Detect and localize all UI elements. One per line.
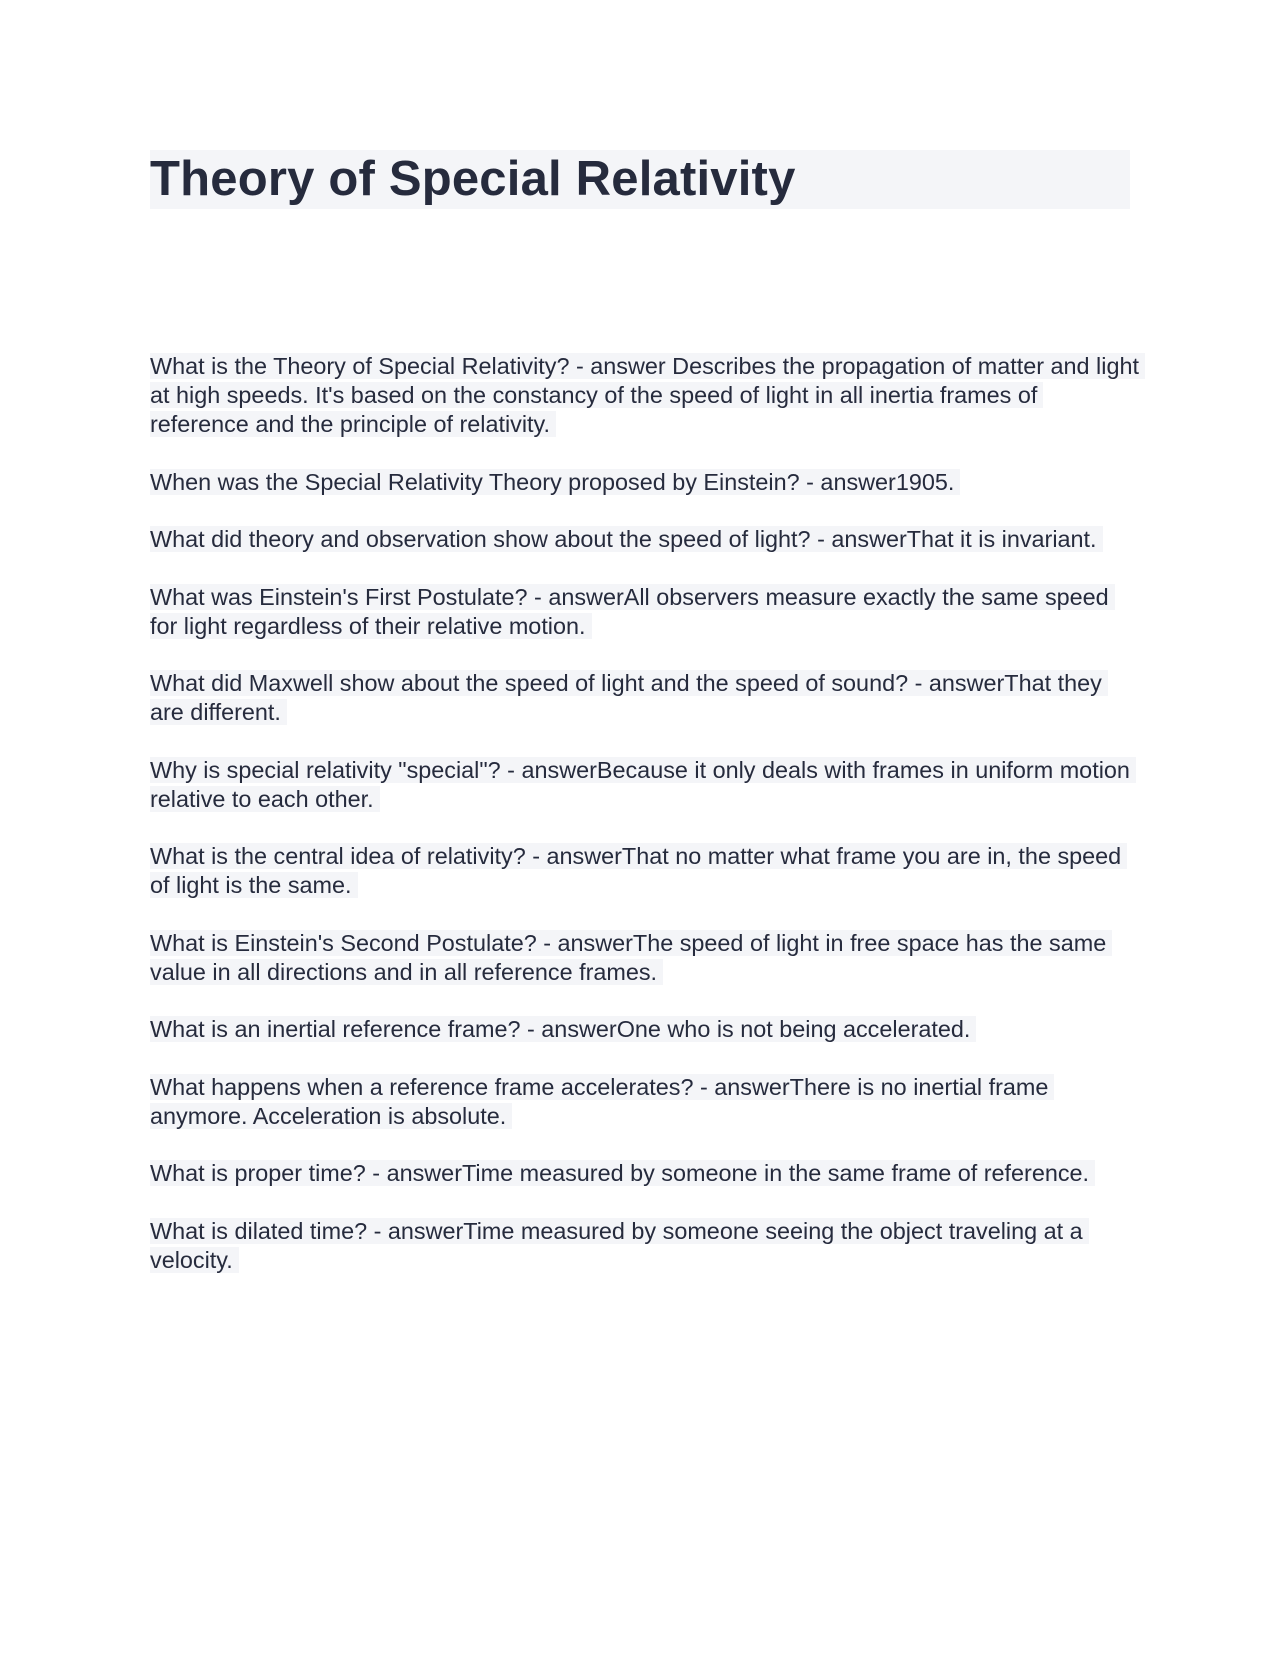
qa-text: Why is special relativity "special"? - answerBecause it only deals with frames in uniform motion relative to each other. — [150, 757, 1136, 812]
title-block — [150, 150, 1130, 209]
qa-list — [150, 352, 1140, 1303]
qa-item — [150, 1073, 1140, 1131]
qa-text: What was Einstein's First Postulate? - answerAll observers measure exactly the same speed for light regardless of their relative motion. — [150, 584, 1115, 639]
qa-text: What is an inertial reference frame? - answerOne who is not being accelerated. — [150, 1016, 976, 1042]
qa-item — [150, 1217, 1140, 1275]
qa-item — [150, 669, 1140, 727]
qa-text: What is the Theory of Special Relativity? - answer Describes the propagation of matter and light at high speeds. It's based on the constancy of the speed of light in all inertia frames of reference and the principle of relativity. — [150, 353, 1145, 437]
qa-item — [150, 468, 1140, 497]
page-title: Theory of Special Relativity — [150, 152, 796, 206]
qa-text: What is the central idea of relativity? - answerThat no matter what frame you are in, the speed of light is the same. — [150, 843, 1127, 898]
qa-text: What is dilated time? - answerTime measured by someone seeing the object traveling at a velocity. — [150, 1218, 1089, 1273]
qa-item — [150, 352, 1140, 439]
qa-item — [150, 525, 1140, 554]
qa-text: What did theory and observation show about the speed of light? - answerThat it is invariant. — [150, 526, 1103, 552]
qa-text: What happens when a reference frame accelerates? - answerThere is no inertial frame anymore. Acceleration is absolute. — [150, 1074, 1054, 1129]
qa-item — [150, 583, 1140, 641]
qa-item — [150, 1015, 1140, 1044]
qa-text: What is proper time? - answerTime measured by someone in the same frame of reference. — [150, 1160, 1095, 1186]
document-page — [150, 150, 1130, 209]
qa-item — [150, 1159, 1140, 1188]
qa-text: What is Einstein's Second Postulate? - answerThe speed of light in free space has the same value in all directions and in all reference frames. — [150, 930, 1112, 985]
qa-text: What did Maxwell show about the speed of light and the speed of sound? - answerThat they are different. — [150, 670, 1108, 725]
qa-item — [150, 756, 1140, 814]
qa-text: When was the Special Relativity Theory proposed by Einstein? - answer1905. — [150, 469, 960, 495]
qa-item — [150, 929, 1140, 987]
qa-item — [150, 842, 1140, 900]
